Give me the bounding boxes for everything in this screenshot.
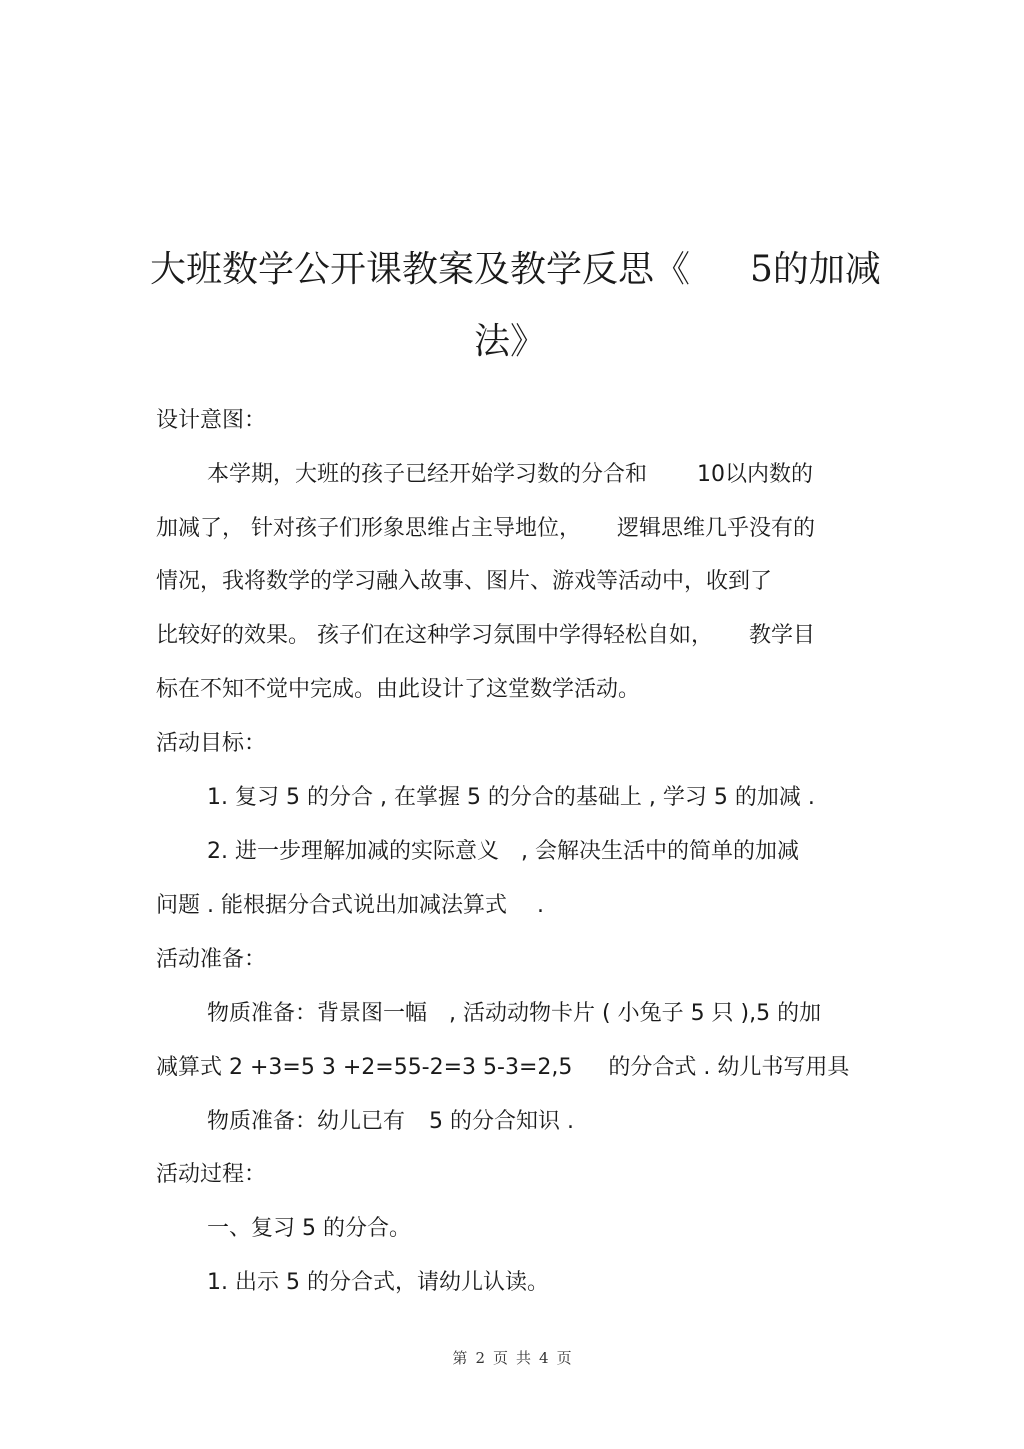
section-heading-preparation: 活动准备： <box>156 947 267 972</box>
text-segment: 问题 . 能根据分合式说出加减法算式 <box>156 893 507 918</box>
footer-text: 页 <box>492 1349 508 1367</box>
text-segment: 逻辑思维几乎没有的 <box>617 516 816 541</box>
paragraph-line <box>156 621 815 651</box>
text-segment: 的分合式 . 幼儿书写用具 <box>608 1055 850 1080</box>
page-footer <box>0 1347 1024 1368</box>
title-part-b: 5的加减 <box>750 249 881 290</box>
section-heading-goals: 活动目标： <box>156 731 267 756</box>
process-substep-1: 1. 出示 5 的分合式，请幼儿认读。 <box>207 1270 549 1295</box>
footer-text: 第 <box>452 1349 468 1367</box>
paragraph-line <box>156 1053 849 1083</box>
text-segment: 5 的分合知识 . <box>429 1109 574 1134</box>
paragraph-line <box>207 460 813 490</box>
title-line-1 <box>150 234 881 306</box>
text-segment: 物质准备：幼儿已有 <box>207 1109 406 1134</box>
text-segment: , 活动动物卡片 ( 小兔子 5 只 ),5 的加 <box>449 1001 822 1026</box>
total-page-number: 4 <box>539 1349 549 1367</box>
paragraph-line: 标在不知不觉中完成。由此设计了这堂数学活动。 <box>156 677 641 702</box>
section-heading-process: 活动过程： <box>156 1162 267 1187</box>
paragraph-line <box>207 999 821 1029</box>
paragraph-line <box>207 1107 574 1137</box>
goal-item-2 <box>207 837 799 867</box>
document-title <box>150 234 881 378</box>
footer-text: 共 <box>516 1349 532 1367</box>
title-line-2: 法》 <box>473 321 546 362</box>
text-segment: 2. 进一步理解加减的实际意义 <box>207 839 499 864</box>
footer-text: 页 <box>556 1349 572 1367</box>
current-page-number: 2 <box>475 1349 485 1367</box>
text-segment: 物质准备：背景图一幅 <box>207 1001 428 1026</box>
text-segment: 教学目 <box>749 623 816 648</box>
text-segment: . <box>536 893 544 918</box>
text-segment: 加减了， 针对孩子们形象思维占主导地位， <box>156 516 581 541</box>
paragraph-line <box>156 891 544 921</box>
goal-item-1: 1. 复习 5 的分合 , 在掌握 5 的分合的基础上 , 学习 5 的加减 . <box>207 785 815 810</box>
text-segment: 减算式 2 +3=5 3 +2=55-2=3 5-3=2,5 <box>156 1055 573 1080</box>
text-segment: 10以内数的 <box>697 462 814 487</box>
text-segment: , 会解决生活中的简单的加减 <box>520 839 799 864</box>
paragraph-line <box>156 514 815 544</box>
title-part-a: 大班数学公开课教案及教学反思《 <box>150 249 691 290</box>
text-segment: 比较好的效果。 孩子们在这种学习氛围中学得轻松自如， <box>156 623 713 648</box>
paragraph-line: 情况，我将数学的学习融入故事、图片、游戏等活动中，收到了 <box>156 569 773 594</box>
process-step-1: 一、复习 5 的分合。 <box>207 1216 411 1241</box>
text-segment: 本学期，大班的孩子已经开始学习数的分合和 <box>207 462 648 487</box>
section-heading-design: 设计意图： <box>156 408 267 433</box>
